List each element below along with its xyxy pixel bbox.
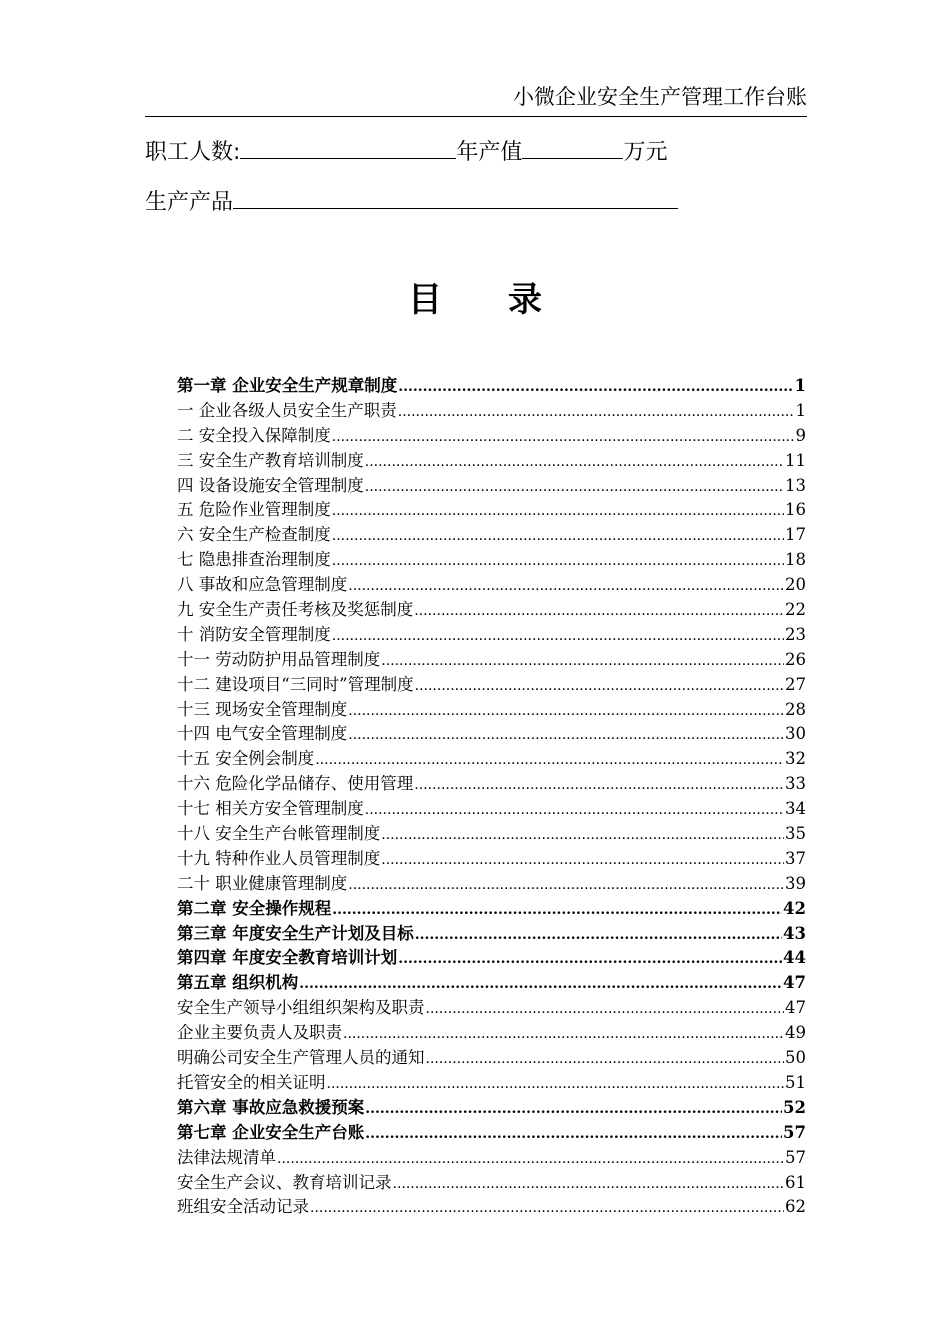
toc-entry-title: 二 安全投入保障制度 [177,425,331,445]
toc-dot-leader [365,1097,782,1122]
toc-dot-leader [414,773,784,798]
toc-section-entry[interactable] [177,1046,806,1071]
toc-entry-title: 十七 相关方安全管理制度 [177,799,364,819]
toc-page-number: 50 [785,1048,806,1068]
toc-page-number: 13 [785,475,806,495]
toc-dot-leader [381,848,784,873]
toc-entry-title: 二十 职业健康管理制度 [177,873,348,893]
toc-dot-leader [365,798,784,823]
table-of-contents [177,374,806,1220]
toc-entry-title: 十一 劳动防护用品管理制度 [177,649,381,669]
toc-page-number: 57 [783,1122,806,1142]
toc-page-number: 1 [794,376,806,395]
toc-section-entry[interactable] [177,722,806,747]
toc-dot-leader [426,997,785,1022]
toc-page-number: 61 [785,1172,806,1192]
toc-dot-leader [398,375,793,400]
toc-entry-title: 十九 特种作业人员管理制度 [177,848,381,868]
toc-page-number: 30 [785,724,806,744]
toc-section-entry[interactable] [177,523,806,548]
toc-page-number: 34 [785,799,806,819]
toc-entry-title: 一 企业各级人员安全生产职责 [177,400,397,420]
toc-entry-title: 班组安全活动记录 [177,1197,309,1217]
toc-page-number: 20 [785,575,806,595]
toc-entry-title: 四 设备设施安全管理制度 [177,475,364,495]
toc-section-entry[interactable] [177,1021,806,1046]
toc-section-entry[interactable] [177,1171,806,1196]
toc-chapter-entry[interactable] [177,1121,806,1146]
toc-title-char-2: 录 [508,280,542,320]
toc-section-entry[interactable] [177,449,806,474]
toc-dot-leader [414,599,784,624]
toc-entry-title: 托管安全的相关证明 [177,1072,326,1092]
toc-section-entry[interactable] [177,424,806,449]
toc-dot-leader [348,723,784,748]
toc-dot-leader [332,499,784,524]
toc-dot-leader [365,1122,782,1147]
toc-section-entry[interactable] [177,797,806,822]
toc-section-entry[interactable] [177,747,806,772]
toc-page-number: 43 [783,923,806,943]
toc-dot-leader [398,400,795,425]
toc-section-entry[interactable] [177,399,806,424]
toc-dot-leader [343,1022,784,1047]
toc-page-number: 17 [785,525,806,545]
toc-dot-leader [332,898,782,923]
toc-section-entry[interactable] [177,822,806,847]
toc-section-entry[interactable] [177,1146,806,1171]
toc-entry-title: 第三章 年度安全生产计划及目标 [177,923,414,943]
toc-dot-leader [393,1172,785,1197]
toc-page-number: 1 [795,400,806,420]
toc-dot-leader [299,972,782,997]
toc-page-number: 57 [785,1147,806,1167]
toc-section-entry[interactable] [177,1195,806,1220]
toc-dot-leader [310,1196,784,1221]
toc-section-entry[interactable] [177,872,806,897]
staff-count-blank[interactable] [240,134,456,159]
toc-section-entry[interactable] [177,474,806,499]
toc-entry-title: 十三 现场安全管理制度 [177,699,348,719]
toc-chapter-entry[interactable] [177,897,806,922]
toc-dot-leader [315,748,784,773]
toc-title-char-1: 目 [408,280,442,320]
products-label: 生产产品 [145,190,234,215]
toc-page-number: 32 [785,749,806,769]
toc-dot-leader [426,1047,785,1072]
toc-section-entry[interactable] [177,573,806,598]
toc-chapter-entry[interactable] [177,971,806,996]
toc-entry-title: 安全生产会议、教育培训记录 [177,1172,392,1192]
toc-entry-title: 法律法规清单 [177,1147,276,1167]
toc-page-number: 22 [785,600,806,620]
toc-chapter-entry[interactable] [177,1096,806,1121]
toc-dot-leader [415,674,784,699]
toc-dot-leader [332,524,784,549]
toc-dot-leader [348,873,784,898]
toc-dot-leader [348,699,784,724]
toc-dot-leader [398,947,782,972]
toc-entry-title: 十二 建设项目“三同时”管理制度 [177,674,414,694]
toc-entry-title: 第五章 组织机构 [177,973,299,993]
toc-dot-leader [348,574,784,599]
toc-title [0,275,950,325]
toc-page-number: 16 [785,500,806,520]
toc-page-number: 52 [783,1097,806,1117]
toc-entry-title: 十五 安全例会制度 [177,749,315,769]
annual-output-label: 年产值 [456,140,523,165]
toc-page-number: 39 [785,873,806,893]
toc-page-number: 28 [785,699,806,719]
toc-page-number: 23 [785,624,806,644]
toc-entry-title: 五 危险作业管理制度 [177,500,331,520]
toc-dot-leader [332,624,784,649]
header-rule [145,116,807,117]
toc-page-number: 9 [795,425,806,445]
toc-page-number: 33 [785,774,806,794]
toc-page-number: 35 [785,824,806,844]
toc-page-number: 27 [785,674,806,694]
toc-page-number: 47 [785,998,806,1018]
toc-page-number: 49 [785,1023,806,1043]
toc-entry-title: 明确公司安全生产管理人员的通知 [177,1048,425,1068]
toc-entry-title: 十四 电气安全管理制度 [177,724,348,744]
toc-page-number: 11 [785,450,806,470]
toc-dot-leader [381,823,784,848]
toc-chapter-entry[interactable] [177,946,806,971]
toc-page-number: 62 [785,1197,806,1217]
toc-section-entry[interactable] [177,548,806,573]
toc-page-number: 44 [783,948,806,968]
toc-entry-title: 六 安全生产检查制度 [177,525,331,545]
toc-entry-title: 十六 危险化学品储存、使用管理 [177,774,414,794]
toc-dot-leader [332,425,795,450]
toc-dot-leader [327,1072,785,1097]
toc-dot-leader [332,549,784,574]
toc-page-number: 18 [785,550,806,570]
toc-dot-leader [365,475,784,500]
toc-page-number: 51 [785,1072,806,1092]
toc-section-entry[interactable] [177,698,806,723]
products-line [145,184,678,220]
toc-entry-title: 第四章 年度安全教育培训计划 [177,948,398,968]
toc-entry-title: 三 安全生产教育培训制度 [177,450,364,470]
toc-dot-leader [277,1147,784,1172]
toc-entry-title: 九 安全生产责任考核及奖惩制度 [177,600,414,620]
toc-entry-title: 十 消防安全管理制度 [177,624,331,644]
toc-section-entry[interactable] [177,623,806,648]
toc-section-entry[interactable] [177,598,806,623]
toc-section-entry[interactable] [177,996,806,1021]
unit-label: 万元 [623,140,668,165]
toc-entry-title: 第二章 安全操作规程 [177,898,332,918]
toc-entry-title: 第七章 企业安全生产台账 [177,1122,365,1142]
toc-page-number: 37 [785,848,806,868]
toc-entry-title: 七 隐患排查治理制度 [177,550,331,570]
running-header: 小微企业安全生产管理工作台账 [513,85,807,109]
toc-page-number: 47 [783,973,806,993]
toc-entry-title: 八 事故和应急管理制度 [177,575,348,595]
products-blank[interactable] [233,184,678,209]
toc-entry-title: 安全生产领导小组组织架构及职责 [177,998,425,1018]
toc-section-entry[interactable] [177,648,806,673]
toc-dot-leader [365,450,784,475]
toc-page-number: 42 [783,898,806,918]
toc-chapter-entry[interactable] [177,374,806,399]
toc-entry-title: 企业主要负责人及职责 [177,1023,342,1043]
annual-output-blank[interactable] [522,134,623,159]
toc-section-entry[interactable] [177,772,806,797]
toc-entry-title: 第一章 企业安全生产规章制度 [177,376,398,395]
toc-entry-title: 十八 安全生产台帐管理制度 [177,824,381,844]
toc-section-entry[interactable] [177,673,806,698]
toc-dot-leader [381,649,784,674]
toc-dot-leader [415,923,782,948]
toc-section-entry[interactable] [177,498,806,523]
staff-output-line [145,134,667,170]
staff-count-label: 职工人数: [145,140,241,165]
toc-section-entry[interactable] [177,847,806,872]
toc-chapter-entry[interactable] [177,922,806,947]
toc-section-entry[interactable] [177,1071,806,1096]
toc-page-number: 26 [785,649,806,669]
toc-entry-title: 第六章 事故应急救援预案 [177,1097,365,1117]
